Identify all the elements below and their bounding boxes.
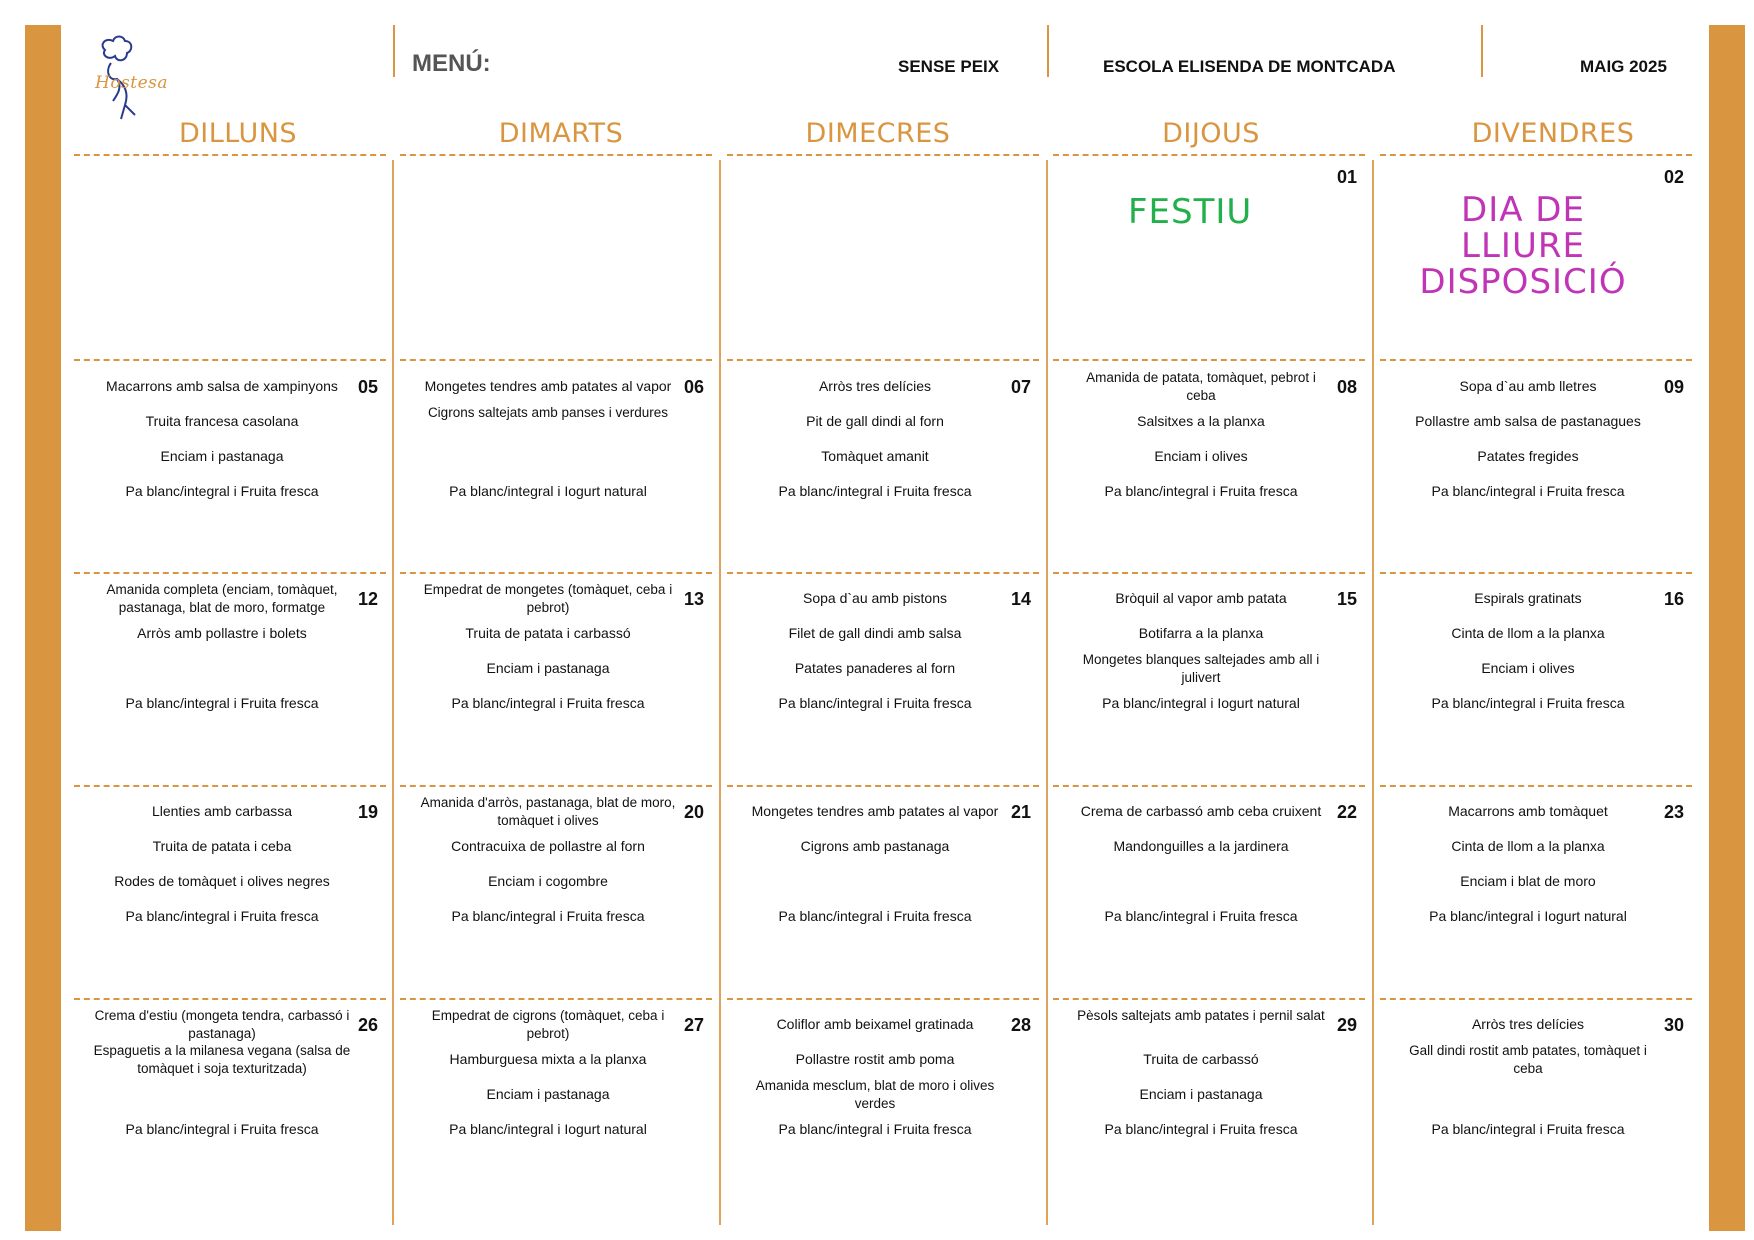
- dish-item: Empedrat de cigrons (tomàquet, ceba i pebrot): [431, 1008, 665, 1041]
- dish-item: Arròs tres delícies: [1471, 1016, 1585, 1032]
- dish-item: Pa blanc/integral i Fruita fresca: [1104, 1121, 1298, 1137]
- dish-item: Pa blanc/integral i Fruita fresca: [1431, 695, 1625, 711]
- header-divider: [393, 25, 395, 77]
- dish-item: Pa blanc/integral i Fruita fresca: [125, 908, 319, 924]
- day-cell: [727, 785, 1045, 985]
- menu-period: MAIG 2025: [1580, 57, 1667, 76]
- dish-item: Cinta de llom a la planxa: [1451, 838, 1605, 854]
- dish-item: Salsitxes a la planxa: [1137, 413, 1265, 429]
- day-cell: [400, 785, 718, 985]
- dish-item: Enciam i olives: [1154, 448, 1248, 464]
- day-name-dilluns: DILLUNS: [178, 118, 298, 149]
- column-divider: [392, 160, 394, 1225]
- dish-item: Amanida d'arròs, pastanaga, blat de moro, tomàquet i olives: [420, 795, 676, 828]
- day-cell: [1380, 785, 1698, 985]
- dish-item: Crema de carbassó amb ceba cruixent: [1080, 803, 1322, 819]
- day-cell: [1053, 998, 1371, 1198]
- dish-item: Mongetes blanques saltejades amb all i julivert: [1082, 652, 1320, 685]
- dish-item: Amanida de patata, tomàquet, pebrot i ceba: [1086, 370, 1316, 403]
- day-number: 14: [1010, 589, 1031, 609]
- day-cell: [727, 360, 1045, 560]
- day-cell: [400, 998, 718, 1198]
- day-cell: [1053, 155, 1371, 355]
- dish-item: Pollastre amb salsa de pastanagues: [1415, 413, 1641, 429]
- day-number: 19: [357, 802, 378, 822]
- day-cell: [1053, 572, 1371, 772]
- day-cell: [74, 998, 392, 1198]
- day-number: 13: [683, 589, 704, 609]
- day-cell: [1380, 572, 1698, 772]
- dish-item: Cigrons saltejats amb panses i verdures: [427, 405, 669, 420]
- day-number: 05: [357, 377, 378, 397]
- dish-item: Pa blanc/integral i Fruita fresca: [1431, 1121, 1625, 1137]
- day-name-dimarts: DIMARTS: [498, 118, 624, 149]
- dish-item: Pèsols saltejats amb patates i pernil salat: [1077, 1008, 1325, 1023]
- lliure-line: DISPOSICIÓ: [1419, 262, 1627, 302]
- logo-wordmark: Hostesa: [95, 73, 169, 93]
- dish-item: Pa blanc/integral i Fruita fresca: [125, 483, 319, 499]
- dish-item: Arròs amb pollastre i bolets: [137, 625, 307, 641]
- day-name-dimecres: DIMECRES: [805, 118, 951, 149]
- dish-item: Pa blanc/integral i Fruita fresca: [1104, 483, 1298, 499]
- dish-item: Pa blanc/integral i Fruita fresca: [1431, 483, 1625, 499]
- dish-item: Pa blanc/integral i Iogurt natural: [449, 483, 647, 499]
- dish-item: Pa blanc/integral i Fruita fresca: [778, 1121, 972, 1137]
- dish-item: Patates fregides: [1477, 448, 1579, 464]
- day-number: 20: [683, 802, 704, 822]
- lliure-line: LLIURE: [1461, 226, 1585, 266]
- dish-item: Mandonguilles a la jardinera: [1113, 838, 1289, 854]
- day-number: 27: [683, 1015, 704, 1035]
- dish-item: Enciam i pastanaga: [1139, 1086, 1263, 1102]
- day-number: 09: [1663, 377, 1684, 397]
- dish-item: Truita de carbassó: [1143, 1051, 1259, 1067]
- dish-item: Pa blanc/integral i Fruita fresca: [451, 695, 645, 711]
- day-cell: [74, 785, 392, 985]
- day-name-dijous: DIJOUS: [1162, 118, 1260, 149]
- dish-item: Amanida completa (enciam, tomàquet, pastanaga, blat de moro, formatge: [106, 582, 338, 615]
- dish-item: Filet de gall dindi amb salsa: [788, 625, 962, 641]
- dish-item: Enciam i blat de moro: [1460, 873, 1596, 889]
- dish-item: Pa blanc/integral i Fruita fresca: [451, 908, 645, 924]
- dish-item: Sopa d`au amb pistons: [803, 590, 947, 606]
- dish-item: Contracuixa de pollastre al forn: [451, 838, 645, 854]
- day-number: 02: [1663, 167, 1684, 187]
- day-cell: [74, 155, 392, 355]
- day-cell: [74, 360, 392, 560]
- day-cell: [400, 360, 718, 560]
- menu-variant: SENSE PEIX: [898, 57, 1000, 76]
- dish-item: Crema d'estiu (mongeta tendra, carbassó i pastanaga): [94, 1008, 350, 1041]
- day-number: 08: [1336, 377, 1357, 397]
- menu-label: MENÚ:: [412, 50, 491, 77]
- column-divider: [1372, 160, 1374, 1225]
- dish-item: Sopa d`au amb lletres: [1459, 378, 1597, 394]
- day-number: 23: [1663, 802, 1684, 822]
- dish-item: Espirals gratinats: [1474, 590, 1582, 606]
- day-number: 12: [357, 589, 378, 609]
- day-name-divendres: DIVENDRES: [1471, 118, 1635, 149]
- day-cell: [400, 155, 718, 355]
- day-number: 30: [1663, 1015, 1684, 1035]
- dish-item: Enciam i cogombre: [488, 873, 608, 889]
- dish-item: Pa blanc/integral i Iogurt natural: [1429, 908, 1627, 924]
- day-cell: [1380, 998, 1698, 1198]
- dish-item: Empedrat de mongetes (tomàquet, ceba i pebrot): [423, 582, 673, 615]
- day-number: 26: [357, 1015, 378, 1035]
- day-cell: [727, 998, 1045, 1198]
- dish-item: Botifarra a la planxa: [1138, 625, 1264, 641]
- dish-item: Enciam i pastanaga: [160, 448, 284, 464]
- column-divider: [1046, 160, 1048, 1225]
- left-border-bar: [25, 25, 61, 1231]
- dish-item: Pa blanc/integral i Iogurt natural: [449, 1121, 647, 1137]
- dish-item: Macarrons amb salsa de xampinyons: [106, 378, 338, 394]
- right-border-bar: [1709, 25, 1745, 1231]
- day-cell: [1053, 785, 1371, 985]
- lliure-disposicio-label: [1398, 192, 1648, 300]
- dish-item: Pollastre rostit amb poma: [795, 1051, 955, 1067]
- dish-item: Enciam i pastanaga: [486, 660, 610, 676]
- dish-item: Mongetes tendres amb patates al vapor: [424, 378, 672, 394]
- day-cell: [727, 155, 1045, 355]
- day-number: 29: [1336, 1015, 1357, 1035]
- dish-item: Gall dindi rostit amb patates, tomàquet i ceba: [1409, 1043, 1647, 1076]
- dish-item: Pa blanc/integral i Fruita fresca: [778, 483, 972, 499]
- day-number: 01: [1336, 167, 1357, 187]
- dish-item: Espaguetis a la milanesa vegana (salsa de tomàquet i soja texturitzada): [93, 1043, 351, 1076]
- dish-item: Pit de gall dindi al forn: [806, 413, 944, 429]
- header-divider: [1481, 25, 1483, 77]
- dish-item: Pa blanc/integral i Fruita fresca: [1104, 908, 1298, 924]
- day-cell: [74, 572, 392, 772]
- dish-item: Arròs tres delícies: [818, 378, 932, 394]
- school-name: ESCOLA ELISENDA DE MONTCADA: [1103, 57, 1396, 76]
- dish-item: Pa blanc/integral i Fruita fresca: [778, 695, 972, 711]
- day-cell: [1053, 360, 1371, 560]
- lliure-line: DIA DE: [1461, 190, 1585, 230]
- column-divider: [719, 160, 721, 1225]
- day-number: 16: [1663, 589, 1684, 609]
- day-number: 15: [1336, 589, 1357, 609]
- dish-item: Amanida mesclum, blat de moro i olives verdes: [755, 1078, 995, 1111]
- dish-item: Pa blanc/integral i Fruita fresca: [778, 908, 972, 924]
- dish-item: Enciam i olives: [1481, 660, 1575, 676]
- dish-item: Coliflor amb beixamel gratinada: [776, 1016, 974, 1032]
- dish-item: Pa blanc/integral i Fruita fresca: [125, 1121, 319, 1137]
- dish-item: Llenties amb carbassa: [151, 803, 293, 819]
- day-number: 21: [1010, 802, 1031, 822]
- day-number: 22: [1336, 802, 1357, 822]
- festiu-label: FESTIU: [1128, 192, 1253, 232]
- dish-item: Macarrons amb tomàquet: [1448, 803, 1608, 819]
- day-cell: [727, 572, 1045, 772]
- day-number: 06: [683, 377, 704, 397]
- dish-item: Cigrons amb pastanaga: [800, 838, 950, 854]
- dish-item: Tomàquet amanit: [821, 448, 929, 464]
- dish-item: Truita de patata i ceba: [152, 838, 292, 854]
- dish-item: Hamburguesa mixta a la planxa: [449, 1051, 647, 1067]
- day-cell: [400, 572, 718, 772]
- day-cell: [1380, 360, 1698, 560]
- dish-item: Mongetes tendres amb patates al vapor: [751, 803, 999, 819]
- day-number: 28: [1010, 1015, 1031, 1035]
- dish-item: Bròquil al vapor amb patata: [1115, 590, 1287, 606]
- dish-item: Enciam i pastanaga: [486, 1086, 610, 1102]
- dish-item: Rodes de tomàquet i olives negres: [114, 873, 330, 889]
- dish-item: Truita de patata i carbassó: [465, 625, 631, 641]
- day-number: 07: [1010, 377, 1031, 397]
- dish-item: Patates panaderes al forn: [794, 660, 956, 676]
- dish-item: Truita francesa casolana: [145, 413, 299, 429]
- dish-item: Pa blanc/integral i Iogurt natural: [1102, 695, 1300, 711]
- hostesa-logo: [95, 35, 170, 125]
- dish-item: Pa blanc/integral i Fruita fresca: [125, 695, 319, 711]
- dish-item: Cinta de llom a la planxa: [1451, 625, 1605, 641]
- header-divider: [1047, 25, 1049, 77]
